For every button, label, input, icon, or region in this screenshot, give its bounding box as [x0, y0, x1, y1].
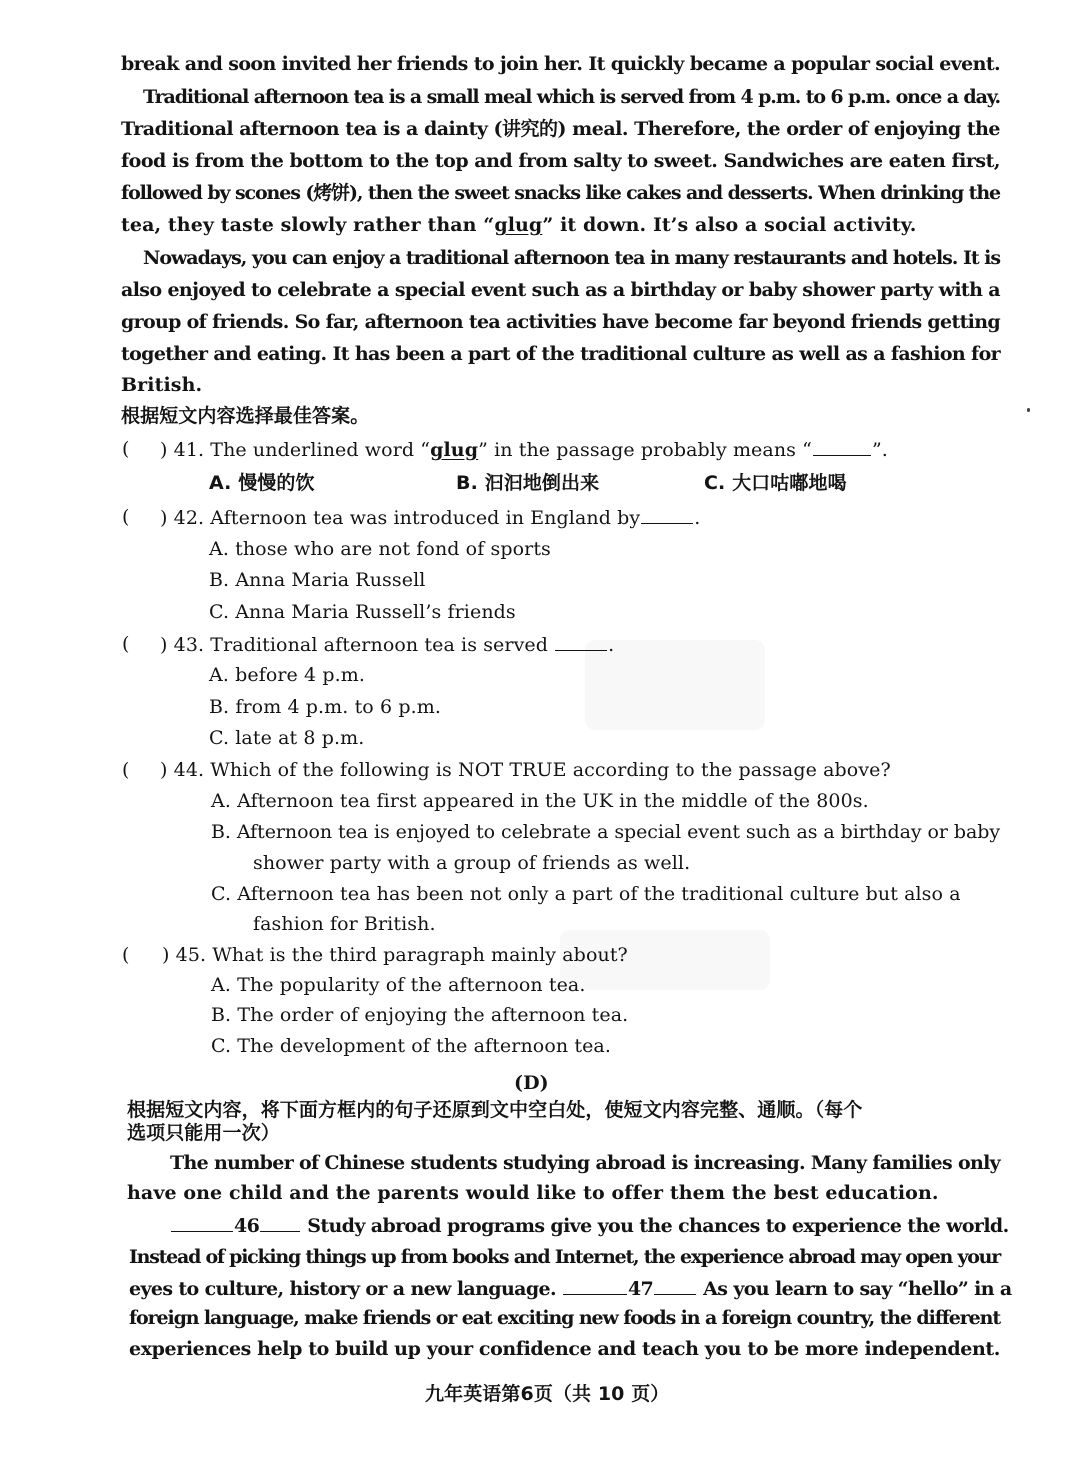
answer-blank[interactable] [171, 1213, 233, 1232]
passage-line: Nowadays, you can enjoy a traditional afternoon tea in many restaurants and hotels. It is [143, 247, 1000, 269]
answer-blank[interactable] [563, 1276, 627, 1295]
passage-line: food is from the bottom to the top and from salty to sweet. Sandwiches are eaten first, [121, 150, 1000, 172]
passage-line: experiences help to build up your confidence and teach you to be more independent. [129, 1338, 1000, 1360]
page-number-footer: 九年英语第6页（共 10 页） [425, 1383, 670, 1405]
passage-line: The number of Chinese students studying abroad is increasing. Many families only [170, 1152, 1000, 1174]
option-b: B. Afternoon tea is enjoyed to celebrate a special event such as a birthday or baby [211, 821, 1000, 843]
question-44-stem: ) 44. Which of the following is NOT TRUE according to the passage above? [160, 759, 891, 781]
answer-blank[interactable] [260, 1213, 300, 1232]
question-43-stem: ) 43. Traditional afternoon tea is served . [160, 634, 615, 656]
passage-line: together and eating. It has been a part of the traditional culture as well as a fashion for [121, 343, 1000, 365]
option-b: B. 汩汩地倒出来 [456, 472, 600, 494]
answer-blank[interactable] [813, 437, 871, 456]
passage-line: have one child and the parents would like to offer them the best education. [127, 1182, 939, 1204]
answer-blank[interactable] [641, 505, 693, 524]
answer-bracket[interactable]: ( [122, 944, 130, 966]
option-a: A. those who are not fond of sports [209, 538, 551, 560]
answer-bracket[interactable]: ( [122, 438, 130, 460]
instruction-text: 根据短文内容选择最佳答案。 [121, 405, 370, 427]
passage-text: ” it down. It’s also a social activity. [542, 214, 917, 236]
option-a: A. Afternoon tea first appeared in the UK in the middle of the 800s. [211, 790, 869, 812]
passage-line: Traditional afternoon tea is a dainty (讲究的) meal. Therefore, the order of enjoying the [121, 118, 1000, 140]
answer-blank[interactable] [555, 632, 607, 651]
answer-bracket[interactable]: ( [122, 759, 130, 781]
option-a: A. 慢慢的饮 [209, 472, 315, 494]
passage-line: 46 Study abroad programs give you the chances to experience the world. [170, 1213, 1009, 1238]
answer-bracket[interactable]: ( [122, 633, 130, 655]
passage-line: also enjoyed to celebrate a special event such as a birthday or baby shower party with a [121, 279, 1000, 301]
underlined-word: glug [494, 214, 543, 236]
option-c: C. Afternoon tea has been not only a part of the traditional culture but also a [211, 883, 961, 905]
passage-line [121, 213, 916, 237]
option-b: B. Anna Maria Russell [209, 569, 426, 591]
option-c: C. late at 8 p.m. [209, 727, 365, 749]
passage-line: British. [121, 374, 203, 396]
instruction-text: 根据短文内容，将下面方框内的句子还原到文中空白处，使短文内容完整、通顺。（每个 [127, 1099, 863, 1121]
option-b-continued: shower party with a group of friends as well. [253, 852, 691, 874]
blank-number: 47 [627, 1278, 654, 1300]
option-b: B. The order of enjoying the afternoon tea. [211, 1004, 629, 1026]
passage-line: group of friends. So far, afternoon tea activities have become far beyond friends getting [121, 311, 1000, 333]
question-45-stem: ) 45. What is the third paragraph mainly about? [162, 944, 628, 966]
option-b: B. from 4 p.m. to 6 p.m. [209, 696, 441, 718]
passage-text: tea, they taste slowly rather than “ [121, 214, 495, 236]
question-42-stem: ) 42. Afternoon tea was introduced in England by . [160, 507, 701, 529]
blank-number: 46 [234, 1215, 260, 1237]
passage-line: eyes to culture, history or a new language. 47 As you learn to say “hello” in a [129, 1278, 1012, 1300]
passage-line: foreign language, make friends or eat exciting new foods in a foreign country, the different [129, 1307, 1000, 1329]
answer-blank[interactable] [654, 1276, 696, 1295]
option-c-continued: fashion for British. [253, 913, 436, 935]
option-c: C. Anna Maria Russell’s friends [209, 601, 516, 623]
passage-line: Traditional afternoon tea is a small meal which is served from 4 p.m. to 6 p.m. once a day. [143, 86, 1001, 108]
speck [1027, 408, 1030, 412]
section-heading: (D) [514, 1072, 549, 1094]
option-a: A. before 4 p.m. [209, 664, 366, 686]
passage-line: break and soon invited her friends to join her. It quickly became a popular social event. [121, 53, 1000, 75]
passage-line: followed by scones (烤饼), then the sweet snacks like cakes and desserts. When drinking the [121, 182, 1001, 204]
option-a: A. The popularity of the afternoon tea. [211, 974, 586, 996]
passage-line: Instead of picking things up from books and Internet, the experience abroad may open your [129, 1246, 1000, 1268]
instruction-text: 选项只能用一次） [127, 1122, 280, 1144]
answer-bracket[interactable]: ( [122, 506, 130, 528]
underlined-word: glug [430, 439, 479, 461]
option-c: C. 大口咕嘟地喝 [704, 472, 847, 494]
option-c: C. The development of the afternoon tea. [211, 1035, 611, 1057]
question-41-stem: ) 41. The underlined word “glug” in the passage probably means “ ”. [160, 439, 888, 461]
